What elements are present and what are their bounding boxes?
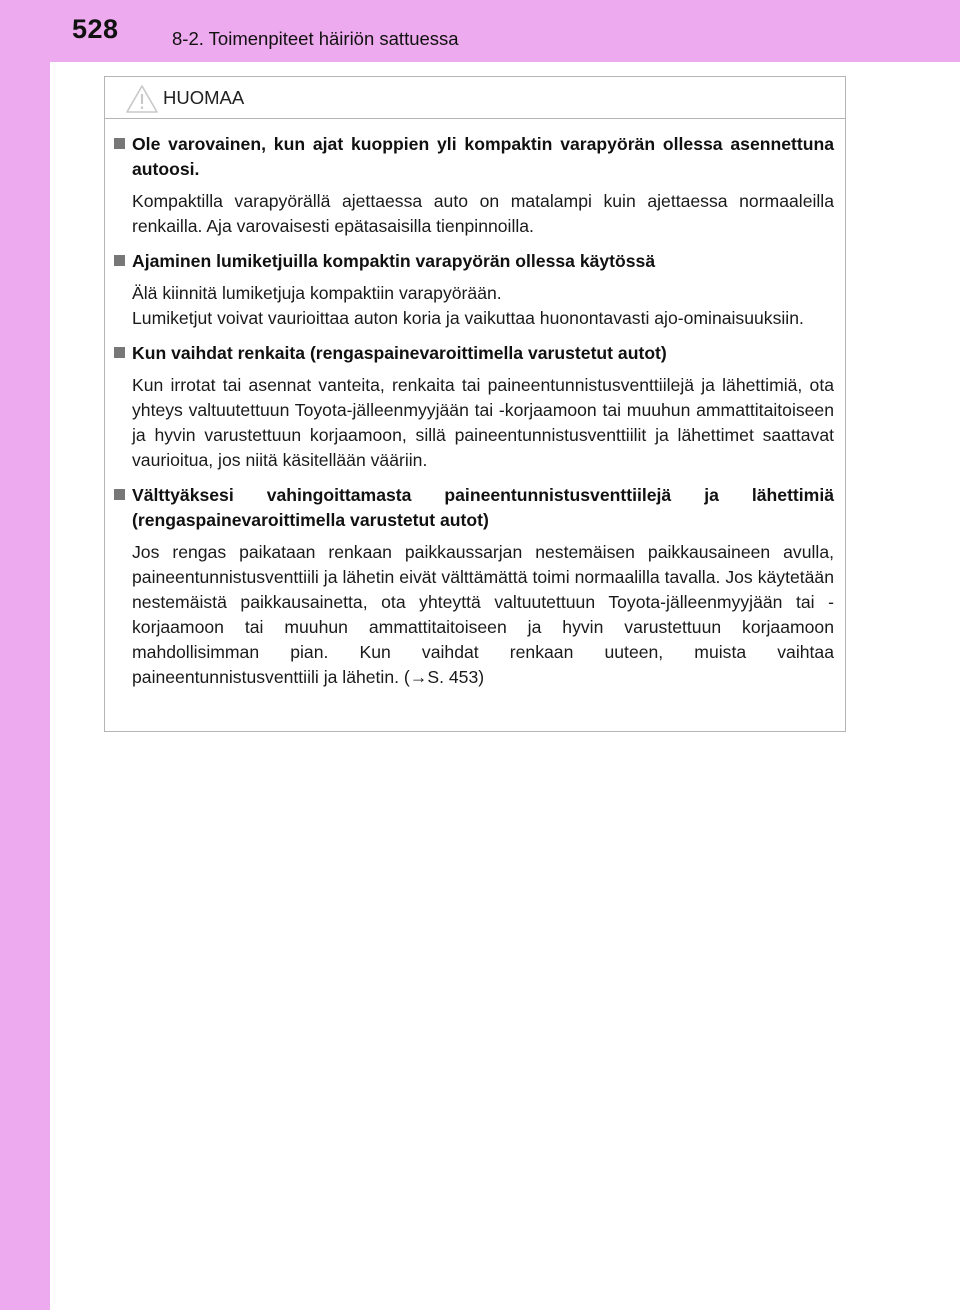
square-bullet-icon bbox=[114, 489, 125, 500]
notice-item bbox=[114, 249, 834, 331]
notice-item-title bbox=[114, 249, 834, 274]
notice-box bbox=[104, 76, 846, 732]
page-number: 528 bbox=[72, 14, 119, 44]
side-color-band bbox=[0, 0, 50, 1310]
notice-label: HUOMAA bbox=[163, 87, 245, 108]
notice-item-title bbox=[114, 341, 834, 366]
notice-item bbox=[114, 132, 834, 239]
notice-item-title bbox=[114, 483, 834, 533]
notice-item-text bbox=[132, 189, 834, 239]
section-title: 8-2. Toimenpiteet häiriön sattuessa bbox=[172, 28, 459, 49]
notice-header bbox=[105, 77, 845, 119]
paragraph: Jos rengas paikataan renkaan paikkaussarjan nestemäisen paikkausaineen avulla, paineentunnistusventtiili ja lähetin eivät välttämättä toimi normaalilla tavalla. Jos käytetään nestemäistä paikkausainetta, ota yhteyttä valtuutettuun Toyota-jälleenmyyjään tai -korjaamoon tai muuhun ammattitaitoiseen ja hyvin varustettuun korjaamoon mahdollisimman pian. Kun vaihdat renkaan uuteen, muista vaihtaa paineentunnistusventtiili ja lähetin. (→S. 453) bbox=[132, 542, 834, 687]
square-bullet-icon bbox=[114, 255, 125, 266]
square-bullet-icon bbox=[114, 347, 125, 358]
item-title-text: Kun vaihdat renkaita (rengaspainevaroittimella varustetut autot) bbox=[132, 343, 667, 363]
paragraph: Kun irrotat tai asennat vanteita, renkaita tai paineentunnistusventtiilejä ja lähettimiä, ota yhteys valtuutettuun Toyota-jälleenmyyjään tai -korjaamoon tai muuhun ammattitaitoiseen ja hyvin varustettuun korjaamoon, sillä paineentunnistusventtiilit ja lähettimet saattavat vaurioitua, jos niitä käsitellään vääriin. bbox=[132, 375, 834, 470]
paragraph: Kompaktilla varapyörällä ajettaessa auto on matalampi kuin ajettaessa normaaleilla renkailla. Aja varovaisesti epätasaisilla tienpinnoilla. bbox=[132, 191, 834, 236]
item-title-text: Välttyäksesi vahingoittamasta paineentunnistusventtiilejä ja lähettimiä (rengaspainevaroittimella varustetut autot) bbox=[132, 485, 834, 530]
notice-item bbox=[114, 341, 834, 473]
paragraph: Älä kiinnitä lumiketjuja kompaktiin varapyörään. bbox=[132, 283, 502, 303]
item-title-text: Ajaminen lumiketjuilla kompaktin varapyörän ollessa käytössä bbox=[132, 251, 656, 271]
paragraph: Lumiketjut voivat vaurioittaa auton koria ja vaikuttaa huonontavasti ajo-ominaisuuksiin. bbox=[132, 308, 804, 328]
item-title-text: Ole varovainen, kun ajat kuoppien yli kompaktin varapyörän ollessa asennettuna autoosi. bbox=[132, 134, 834, 179]
notice-item-title bbox=[114, 132, 834, 182]
notice-body bbox=[105, 119, 845, 690]
notice-item-text bbox=[132, 373, 834, 473]
notice-item bbox=[114, 483, 834, 690]
notice-item-text bbox=[132, 540, 834, 690]
header-band bbox=[0, 0, 960, 62]
warning-triangle-icon bbox=[125, 84, 159, 114]
square-bullet-icon bbox=[114, 138, 125, 149]
notice-item-text bbox=[132, 281, 834, 331]
